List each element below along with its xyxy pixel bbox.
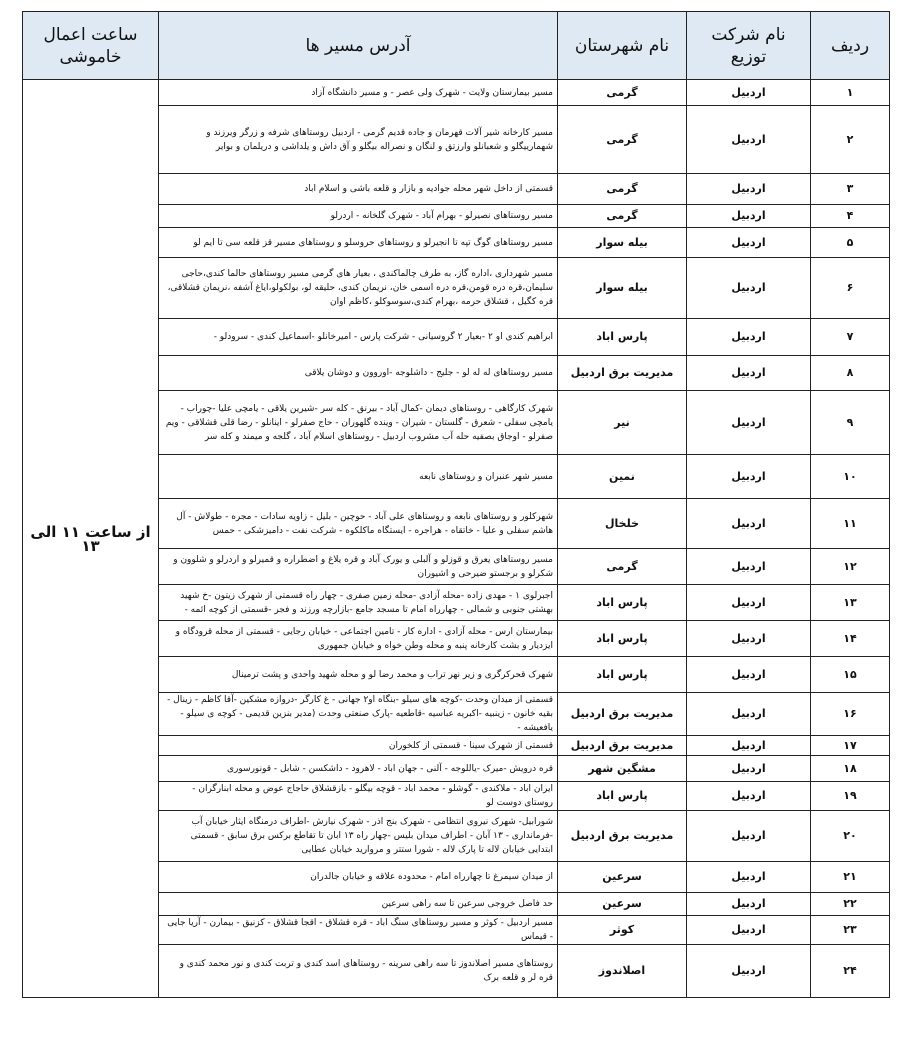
address-cell: روستاهای مسیر اصلاندوز تا سه راهی سرینه - روستاهای اسد کندی و تربت کندی و نور محمد کندی و قره لر و قلعه برک	[159, 945, 558, 998]
address-cell: مسیر روستاهای نصیرلو - بهرام آباد - شهرک گلخانه - اردرلو	[159, 205, 558, 228]
company-cell: اردبیل	[687, 585, 811, 621]
city-cell: نمین	[558, 455, 687, 499]
row-number-cell: ۱۶	[811, 693, 890, 736]
company-cell: اردبیل	[687, 945, 811, 998]
address-cell: بیمارستان ارس - محله آزادی - اداره کار - تامین اجتماعی - خیابان رجایی - قسمتی از محله قرودگاه و ایزدیار و بشت کارخانه پنبه و محله وطن خواه و خیابان جمهوری	[159, 621, 558, 657]
row-number-cell: ۲	[811, 106, 890, 174]
company-cell: اردبیل	[687, 621, 811, 657]
city-cell: مشگین شهر	[558, 756, 687, 782]
city-cell: پارس اباد	[558, 657, 687, 693]
address-cell: ایران اباد - ملاکندی - گوشلو - محمد اباد - قوچه بیگلو - بازقشلاق حاجاج عوض و محله ابنارگران - روستای دوست لو	[159, 782, 558, 811]
row-number-cell: ۱۰	[811, 455, 890, 499]
row-number-cell: ۲۳	[811, 916, 890, 945]
row-number-cell: ۱۴	[811, 621, 890, 657]
city-cell: بیله سوار	[558, 228, 687, 258]
header-time: ساعت اعمال خاموشی	[23, 12, 159, 80]
row-number-cell: ۲۲	[811, 893, 890, 916]
company-cell: اردبیل	[687, 455, 811, 499]
company-cell: اردبیل	[687, 174, 811, 205]
city-cell: گرمی	[558, 174, 687, 205]
row-number-cell: ۷	[811, 319, 890, 356]
city-cell: مدیریت برق اردبیل	[558, 693, 687, 736]
address-cell: مسیر کارخانه شیر آلات قهرمان و جاده قدیم گرمی - اردبیل روستاهای شرفه و زرگر ویرزند و شهمارییگلو و شعبانلو وارزتق و لنگان و نصراله بیگلو و آق داش و یلداشی و دریلمان و بوایر	[159, 106, 558, 174]
row-number-cell: ۹	[811, 391, 890, 455]
row-number-cell: ۴	[811, 205, 890, 228]
address-cell: از میدان سیمرغ تا چهارراه امام - محدوده علاقه و خیابان جالدران	[159, 862, 558, 893]
company-cell: اردبیل	[687, 258, 811, 319]
row-number-cell: ۲۱	[811, 862, 890, 893]
city-cell: خلخال	[558, 499, 687, 549]
address-cell: قسمتی از میدان وحدت -کوچه های سیلو -بنگاه او۲ جهانی - غ کارگر -دروازه مشکین -آقا کاظم - زینال - بقیه خانون - زینبیه -اکبریه عباسیه -قاطعیه -پارک صنعتی وحدت (مدیر بنزین قدیمی - کوچه ی سیلو - یافعیشه -	[159, 693, 558, 736]
company-cell: اردبیل	[687, 80, 811, 106]
row-number-cell: ۱۳	[811, 585, 890, 621]
city-cell: اصلاندوز	[558, 945, 687, 998]
address-cell: مسیر شهر عنبران و روستاهای نابعه	[159, 455, 558, 499]
header-address: آدرس مسیر ها	[159, 12, 558, 80]
row-number-cell: ۱۵	[811, 657, 890, 693]
header-row	[23, 12, 890, 80]
row-number-cell: ۳	[811, 174, 890, 205]
company-cell: اردبیل	[687, 736, 811, 756]
company-cell: اردبیل	[687, 862, 811, 893]
row-number-cell: ۲۰	[811, 811, 890, 862]
city-cell: پارس اباد	[558, 782, 687, 811]
address-cell: مسیر روستاهای یعرق و قوزلو و آلبلی و یورک آباد و قره یلاغ و اضطراره و قمیرلو و اردرلو و شلوون و شکرلو و برجستو ضیرحی و اشیوران	[159, 549, 558, 585]
company-cell: اردبیل	[687, 356, 811, 391]
city-cell: گرمی	[558, 80, 687, 106]
header-city: نام شهرستان	[558, 12, 687, 80]
city-cell: مدیریت برق اردبیل	[558, 811, 687, 862]
table-body	[23, 80, 890, 998]
row-number-cell: ۲۴	[811, 945, 890, 998]
address-cell: شورابیل- شهرک نیروی انتظامی - شهرک بنج اذر - شهرک نیارش -اطراف درمنگاه ایثار خیابان آب -فرمانداری - ۱۳ آبان - اطراف میدان بلیس -چهار راه ۱۳ ابان تا تقاطع برکس برق سابق - قسمتی ابتدایی خیابان لاله تا پارک لاله - شورا ستتر و مروارید خیابان عطایی	[159, 811, 558, 862]
address-cell: شهرک کارگاهی - روستاهای دیمان -کمال آباد - بیرنق - کله سر -شیرین یلاقی - یامچی علیا -چوراب - یامچی سفلی - شعرق - گلستان - شیران - وینده گلهوران - حاج صفرلو - اینانلو - رضا قلی قشلاقی - ویم صفرلو - اوجاق بصفیه حله آب مشروب اردبیل - روستاهای اسلام آباد ، گلجه و میمند و کله سر	[159, 391, 558, 455]
company-cell: اردبیل	[687, 756, 811, 782]
row-number-cell: ۱۸	[811, 756, 890, 782]
row-number-cell: ۸	[811, 356, 890, 391]
company-cell: اردبیل	[687, 893, 811, 916]
company-cell: اردبیل	[687, 499, 811, 549]
city-cell: مدیریت برق اردبیل	[558, 356, 687, 391]
address-cell: مسیر شهرداری ،اداره گاز، به طرف چالماکندی ، بعیار های گرمی مسیر روستاهای حالما کندی،حاجی سلیمان،قره دره قومن،قره دره اسمی خان، نریمان کندی، حلیقه لو، بولکولو،ایاغ آشفه ،نریمان قشلاقی، قره کگیل ، قشلاق حرمه ،بهرام کندی،سوسوکلو ،کاظم اوان	[159, 258, 558, 319]
address-cell: اجبرلوی ۱ - مهدی زاده -محله آزادی -محله زمین صفری - چهار راه قسمتی از شهرک زیتون -خ شهید بهشتی جنوبی و شمالی - چهارراه امام تا مسجد جامع -بازارچه ورزند و فجر -قسمتی از کوچه ائمه -	[159, 585, 558, 621]
row-number-cell: ۱	[811, 80, 890, 106]
company-cell: اردبیل	[687, 693, 811, 736]
row-number-cell: ۱۹	[811, 782, 890, 811]
header-row-number: ردیف	[811, 12, 890, 80]
city-cell: مدیریت برق اردبیل	[558, 736, 687, 756]
city-cell: گرمی	[558, 205, 687, 228]
city-cell: بیله سوار	[558, 258, 687, 319]
outage-time-cell: از ساعت ۱۱ الی ۱۳	[23, 80, 159, 998]
row-number-cell: ۱۷	[811, 736, 890, 756]
company-cell: اردبیل	[687, 391, 811, 455]
address-cell: ابراهیم کندی او ۲ -بعیار ۲ گروسیانی - شرکت پارس - امیرخانلو -اسماعیل کندی - سرودلو -	[159, 319, 558, 356]
company-cell: اردبیل	[687, 106, 811, 174]
address-cell: مسیر روستاهای له له لو - جلیج - داشلوجه -اوروون و دوشان یلاقی	[159, 356, 558, 391]
outage-table	[22, 11, 890, 998]
address-cell: مسیر بیمارستان ولایت - شهرک ولی عصر - و مسیر دانشگاه آزاد	[159, 80, 558, 106]
row-number-cell: ۶	[811, 258, 890, 319]
row-number-cell: ۱۲	[811, 549, 890, 585]
address-cell: قره درویش -میرک -یاللوجه - آلنی - جهان اباد - لاهرود - داشکسن - شابل - قونورسوری	[159, 756, 558, 782]
company-cell: اردبیل	[687, 657, 811, 693]
company-cell: اردبیل	[687, 811, 811, 862]
address-cell: قسمتی از داخل شهر محله جوادیه و بازار و قلعه باشی و اسلام اباد	[159, 174, 558, 205]
company-cell: اردبیل	[687, 205, 811, 228]
city-cell: سرعین	[558, 862, 687, 893]
table-row	[23, 80, 890, 106]
address-cell: قسمتی از شهرک سینا - قسمتی از کلخوران	[159, 736, 558, 756]
company-cell: اردبیل	[687, 319, 811, 356]
address-cell: حد فاصل خروجی سرعین تا سه راهی سرعین	[159, 893, 558, 916]
city-cell: پارس اباد	[558, 585, 687, 621]
city-cell: گرمی	[558, 549, 687, 585]
company-cell: اردبیل	[687, 782, 811, 811]
address-cell: مسیر اردبیل - کوثر و مسیر روستاهای سنگ اباد - قره قشلاق - اقجا قشلاق - کزنیق - بیمارن - آریا جایی - قیماس	[159, 916, 558, 945]
row-number-cell: ۵	[811, 228, 890, 258]
address-cell: شهرکلور و روستاهای نابعه و روستاهای علی آباد - حوچین - بلیل - زاویه سادات - مجره - طولاش - آل هاشم سفلی و علیا - خاتقاه - هراجره - ایستگاه ماکلکوه - شرکت نفت - دامیزشکی - حمس	[159, 499, 558, 549]
company-cell: اردبیل	[687, 228, 811, 258]
city-cell: پارس اباد	[558, 621, 687, 657]
row-number-cell: ۱۱	[811, 499, 890, 549]
city-cell: گرمی	[558, 106, 687, 174]
address-cell: شهرک قحرکرگری و زیر نهر تراب و محمد رضا لو و محله شهید واحدی و پشت ترمینال	[159, 657, 558, 693]
company-cell: اردبیل	[687, 549, 811, 585]
address-cell: مسیر روستاهای گوگ تپه تا انجیرلو و روستاهای حروسلو و روستاهای مسیر قز قلعه سی تا ایم لو	[159, 228, 558, 258]
city-cell: کوثر	[558, 916, 687, 945]
city-cell: پارس اباد	[558, 319, 687, 356]
company-cell: اردبیل	[687, 916, 811, 945]
city-cell: نیر	[558, 391, 687, 455]
city-cell: سرعین	[558, 893, 687, 916]
header-company: نام شرکت توزیع	[687, 12, 811, 80]
